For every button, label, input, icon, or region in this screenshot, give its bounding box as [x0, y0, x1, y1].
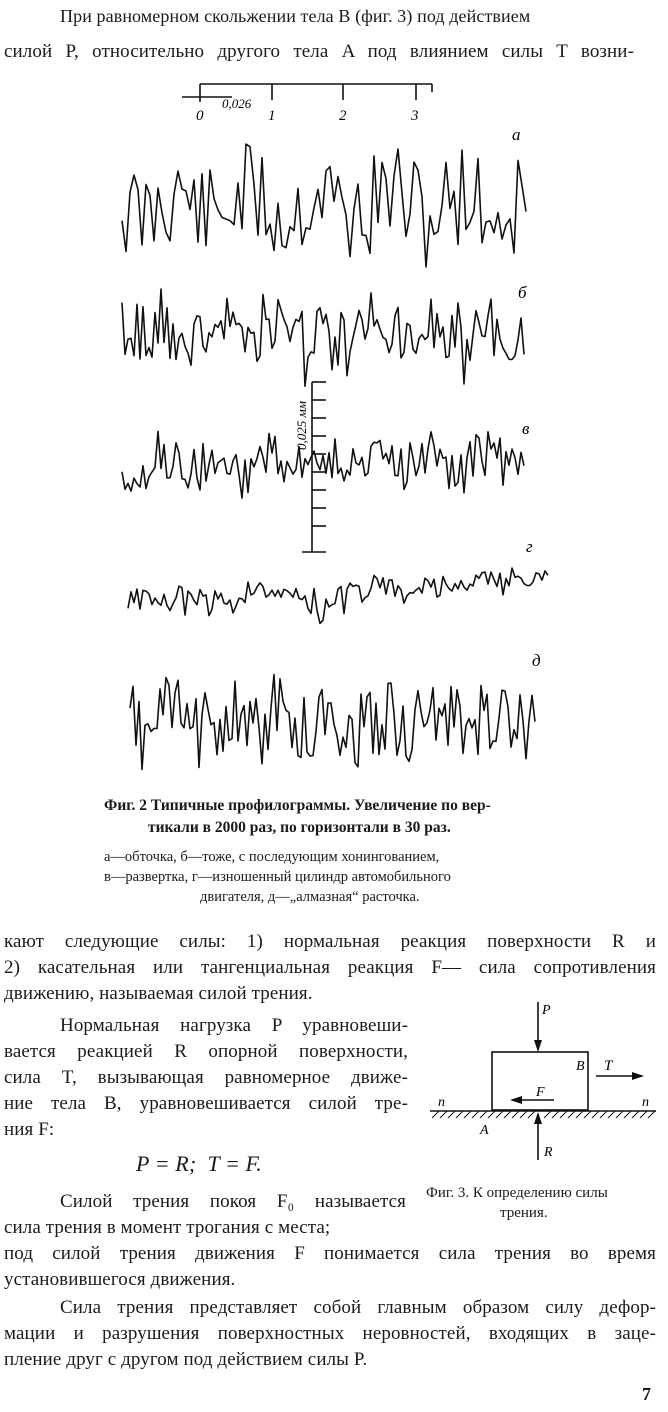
figure-3-diagram — [420, 1000, 660, 1180]
trace-d — [130, 675, 535, 770]
vertical-scale-label: 0,025 мм — [294, 400, 309, 450]
body-line-1: кают следующие силы: 1) нормальная реакция поверхности R и — [4, 931, 656, 952]
text-line-top-2: силой P, относительно другого тела A под влиянием силы T возни- — [4, 41, 634, 62]
trace-label-a: а — [512, 125, 521, 144]
trace-label-g: г — [526, 537, 533, 556]
scale-label-3: 3 — [411, 108, 419, 124]
fig3-label-R: R — [544, 1145, 553, 1160]
fig3-label-B: B — [576, 1059, 585, 1074]
narrow-line-5: ния F: — [4, 1119, 55, 1140]
figure-2-caption-line-2: тикали в 2000 раз, по горизонтали в 30 раз. — [148, 819, 451, 836]
static-friction-line-1: Силой трения покоя F₀ называется — [60, 1191, 406, 1212]
body-line-2: 2) касательная или тангенциальная реакция F— сила сопротивления — [4, 957, 656, 978]
fig3-label-T: T — [604, 1058, 613, 1074]
narrow-line-3: сила T, вызывающая равномерное движе- — [4, 1067, 408, 1088]
text-line-top-1: При равномерном скольжении тела B (фиг. 3) под действием — [60, 6, 531, 26]
trace-v — [122, 431, 524, 498]
narrow-line-2: вается реакцией R опорной поверхности, — [4, 1041, 408, 1062]
bottom-line-5: пление друг с другом под действием силы P. — [4, 1349, 368, 1370]
formula: P = R; T = F. — [136, 1151, 262, 1176]
scale-label-0: 0 — [196, 108, 204, 124]
fig3-label-P: P — [542, 1003, 551, 1018]
bottom-line-1: под силой трения движения F понимается сила трения во время — [4, 1243, 656, 1264]
trace-g — [128, 568, 548, 623]
trace-label-v: в — [522, 419, 530, 438]
fig3-label-A: A — [480, 1123, 489, 1138]
page-number: 7 — [642, 1384, 651, 1404]
fig3-label-n-left: n — [438, 1095, 445, 1110]
fig3-label-F: F — [536, 1085, 545, 1100]
figure-3-caption-line-2: трения. — [500, 1205, 548, 1221]
narrow-line-4: ние тела B, уравновешивается силой тре- — [4, 1093, 408, 1114]
bottom-line-4: мации и разрушения поверхностных неровностей, входящих в заце- — [4, 1323, 656, 1344]
figure-2-legend-line-1: а—обточка, б—тоже, с последующим хонингованием, — [104, 849, 440, 865]
scale-label-0026: 0,026 — [222, 96, 252, 111]
profile-traces — [122, 144, 548, 769]
trace-label-b: б — [518, 283, 527, 302]
trace-b — [122, 289, 524, 386]
trace-a — [122, 144, 526, 267]
trace-label-d: д — [532, 651, 541, 670]
body-line-3: движению, называемая силой трения. — [4, 983, 313, 1004]
static-friction-line-2: сила трения в момент трогания с места; — [4, 1217, 331, 1238]
bottom-line-2: установившегося движения. — [4, 1269, 236, 1290]
figure-3-caption-line-1: Фиг. 3. К определению силы — [426, 1185, 608, 1201]
figure-2-legend-line-2: в—развертка, г—изношенный цилиндр автомобильного — [104, 869, 451, 885]
figure-2-legend-line-3: двигателя, д—„алмазная“ расточка. — [200, 889, 420, 905]
fig3-label-n-right: n — [642, 1095, 649, 1110]
figure-2-caption-line-1: Фиг. 2 Типичные профилограммы. Увеличение по вер- — [104, 797, 491, 814]
horizontal-scale — [182, 84, 432, 102]
scale-label-2: 2 — [339, 108, 347, 124]
bottom-line-3: Сила трения представляет собой главным образом силу дефор- — [60, 1297, 656, 1318]
narrow-line-1: Нормальная нагрузка P уравновеши- — [60, 1015, 408, 1036]
scale-label-1: 1 — [268, 108, 276, 124]
